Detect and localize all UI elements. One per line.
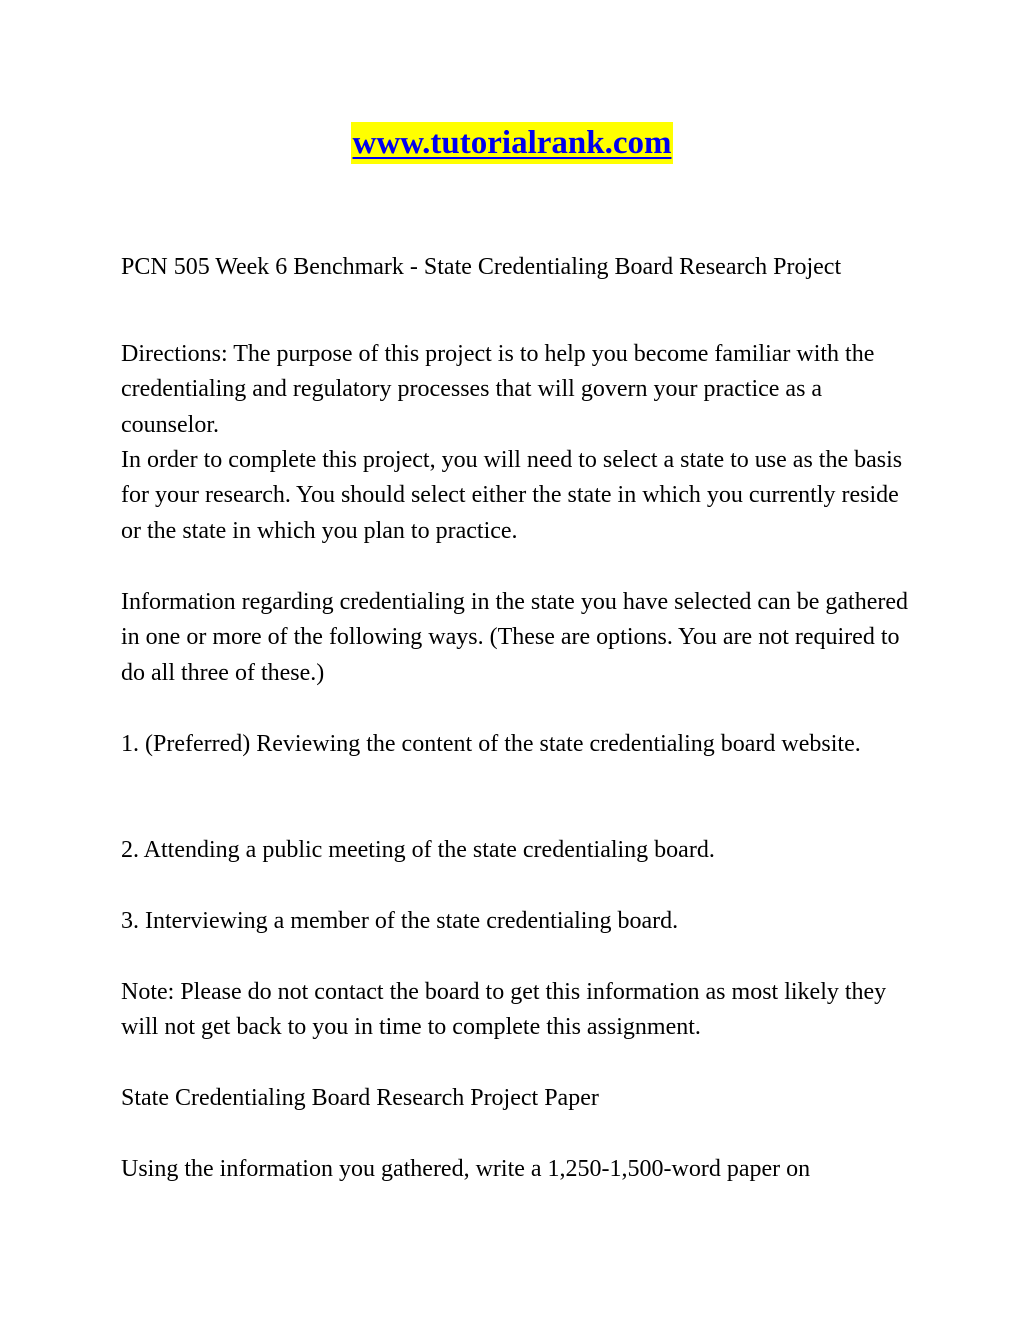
paper-instruction-paragraph: Using the information you gathered, write a 1,250-1,500-word paper on: [121, 1156, 811, 1182]
section-heading: State Credentialing Board Research Project Paper: [121, 1085, 599, 1111]
info-gathering-paragraph: Information regarding credentialing in the state you have selected can be gathered in one or more of the following ways. (These are options. You are not required to do all three of these.): [121, 589, 908, 686]
directions-paragraph: Directions: The purpose of this project is to help you become familiar with the credentialing and regulatory processes that will govern your practice as a counselor.: [121, 341, 875, 438]
instructions-paragraph: In order to complete this project, you will need to select a state to use as the basis for your research. You should select either the state in which you currently reside or the state in which you plan to practice.: [121, 447, 903, 544]
note-paragraph: Note: Please do not contact the board to get this information as most likely they will not get back to you in time to complete this assignment.: [121, 979, 887, 1041]
option-item-3: 3. Interviewing a member of the state credentialing board.: [121, 908, 679, 934]
tutorialrank-link[interactable]: www.tutorialrank.com: [351, 122, 674, 164]
document-title: PCN 505 Week 6 Benchmark - State Credentialing Board Research Project: [121, 254, 842, 280]
option-item-2: 2. Attending a public meeting of the state credentialing board.: [121, 837, 715, 863]
option-item-1: 1. (Preferred) Reviewing the content of the state credentialing board website.: [121, 731, 861, 757]
header: [0, 122, 1024, 164]
